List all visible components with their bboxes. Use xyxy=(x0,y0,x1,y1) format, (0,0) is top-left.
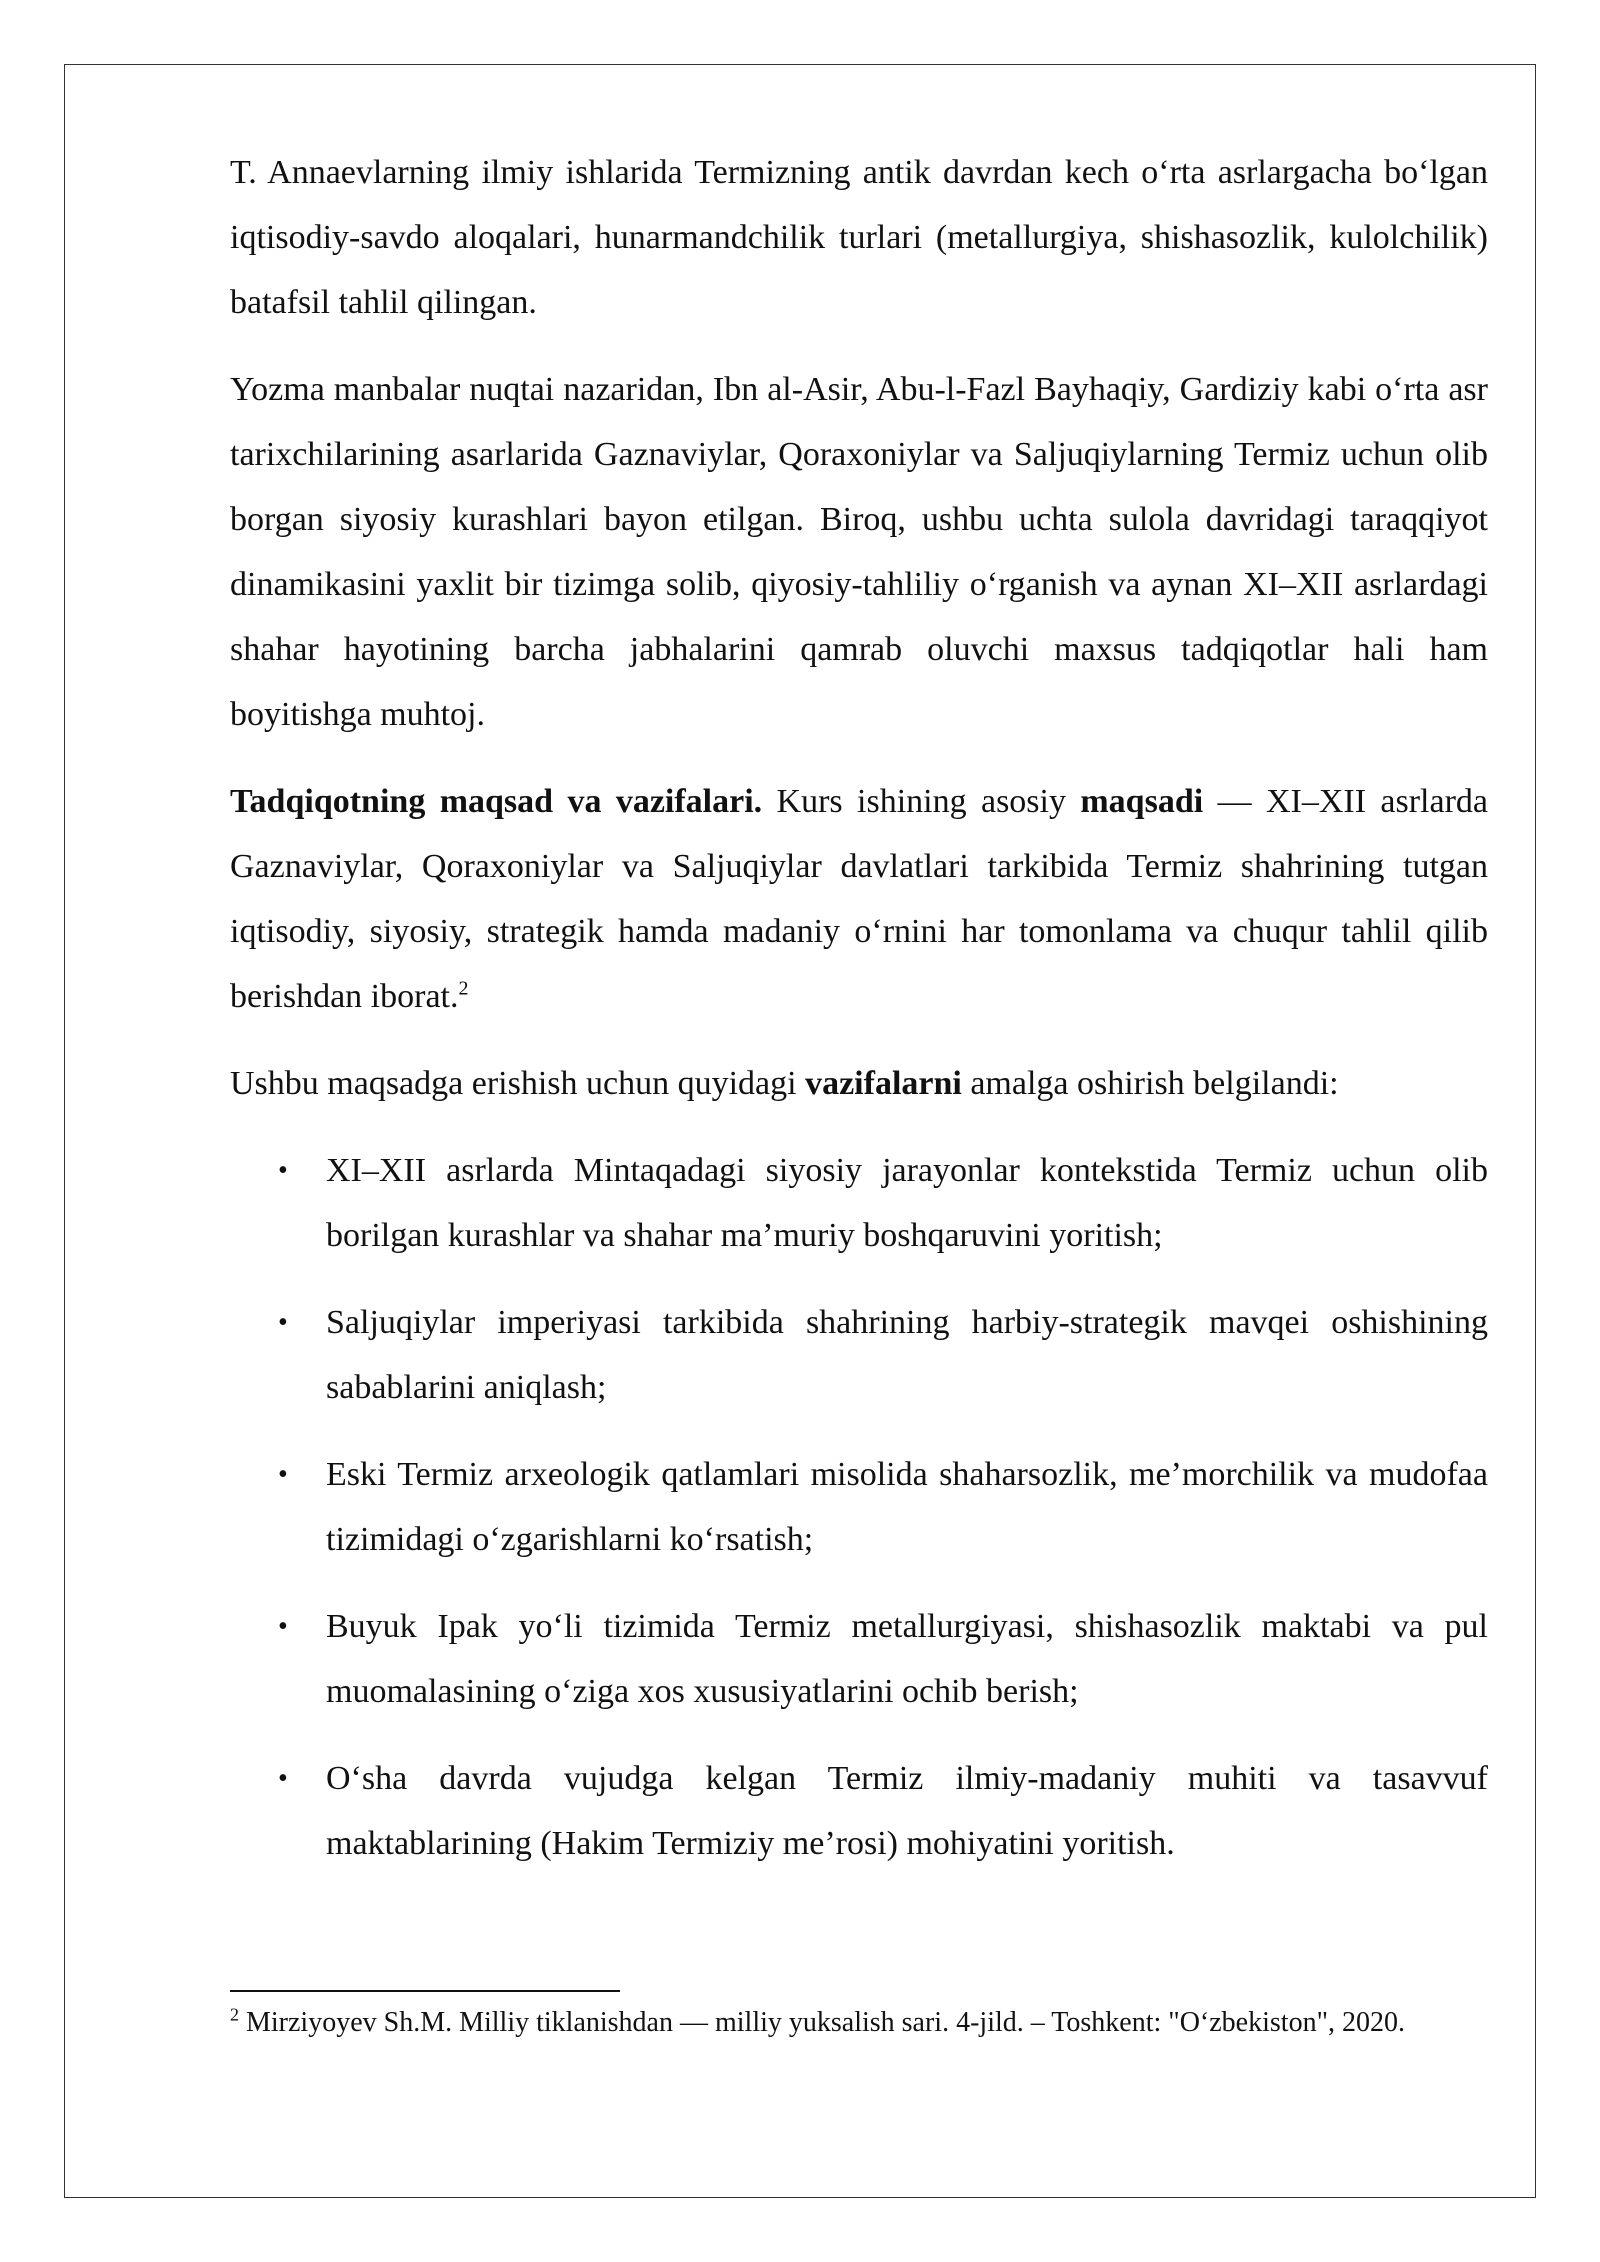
list-item xyxy=(230,1138,1488,1268)
paragraph-tasks-intro xyxy=(230,1051,1488,1116)
footnote xyxy=(230,2003,1488,2043)
goals-heading: Tadqiqotning maqsad va vazifalari. xyxy=(230,783,763,820)
bullet-icon: • xyxy=(278,1459,288,1490)
goals-text-a: Kurs ishining asosiy xyxy=(762,783,1081,820)
paragraph-annaev-text: T. Annaevlarning ilmiy ishlarida Termizning antik davrdan kech o‘rta asrlargacha bo‘lgan iqtisodiy-savdo aloqalari, hunarmandchilik turlari (metallurgiya, shishasozlik, kulolchilik) batafsil tahlil qilingan. xyxy=(230,154,1488,321)
footnote-reference[interactable]: 2 xyxy=(458,977,469,1000)
tasks-intro-text-b: amalga oshirish belgilandi: xyxy=(961,1065,1339,1102)
list-item-text: O‘sha davrda vujudga kelgan Termiz ilmiy-madaniy muhiti va tasavvuf maktablarining (Hakim Termiziy me’rosi) mohiyatini yoritish. xyxy=(326,1760,1488,1862)
paragraph-written-sources xyxy=(230,357,1488,747)
tasks-intro-bold-word: vazifalarni xyxy=(805,1065,962,1102)
goals-bold-word: maqsadi xyxy=(1080,783,1204,820)
list-item-text: Saljuqiylar imperiyasi tarkibida shahrining harbiy-strategik mavqei oshishining sabablarini aniqlash; xyxy=(326,1304,1488,1406)
tasks-intro-text-a: Ushbu maqsadga erishish uchun quyidagi xyxy=(230,1065,806,1102)
footnote-text: Mirziyoyev Sh.M. Milliy tiklanishdan — milliy yuksalish sari. 4-jild. – Toshkent: "O‘zbekiston", 2020. xyxy=(239,2007,1405,2038)
document-body xyxy=(230,140,1488,1898)
paragraph-goals xyxy=(230,769,1488,1029)
list-item xyxy=(230,1594,1488,1724)
list-item-text: Eski Termiz arxeologik qatlamlari misolida shaharsozlik, me’morchilik va mudofaa tizimidagi o‘zgarishlarni ko‘rsatish; xyxy=(326,1456,1488,1558)
bullet-icon: • xyxy=(278,1307,288,1338)
paragraph-written-sources-text: Yozma manbalar nuqtai nazaridan, Ibn al-Asir, Abu-l-Fazl Bayhaqiy, Gardiziy kabi o‘rta asr tarixchilarining asarlarida Gaznaviylar, Qoraxoniylar va Saljuqiylarning Termiz uchun olib borgan siyosiy kurashlari bayon etilgan. Biroq, ushbu uchta sulola davridagi taraqqiyot dinamikasini yaxlit bir tizimga solib, qiyosiy-tahliliy o‘rganish va aynan XI–XII asrlardagi shahar hayotining barcha jabhalarini qamrab oluvchi maxsus tadqiqotlar hali ham boyitishga muhtoj. xyxy=(230,371,1488,733)
paragraph-annaev xyxy=(230,140,1488,335)
footnote-number: 2 xyxy=(230,2004,239,2025)
footnote-separator xyxy=(230,1990,620,1992)
list-item-text: Buyuk Ipak yo‘li tizimida Termiz metallurgiyasi, shishasozlik maktabi va pul muomalasining o‘ziga xos xususiyatlarini ochib berish; xyxy=(326,1608,1488,1710)
list-item-text: XI–XII asrlarda Mintaqadagi siyosiy jarayonlar kontekstida Termiz uchun olib borilgan kurashlar va shahar ma’muriy boshqaruvini yoritish; xyxy=(326,1152,1488,1254)
goals-text-b: — XI–XII asrlarda Gaznaviylar, Qoraxoniylar va Saljuqiylar davlatlari tarkibida Termiz shahrining tutgan iqtisodiy, siyosiy, strategik hamda madaniy o‘rnini har tomonlama va chuqur tahlil qilib berishdan iborat. xyxy=(230,783,1488,1015)
bullet-icon: • xyxy=(278,1763,288,1794)
bullet-icon: • xyxy=(278,1611,288,1642)
bullet-icon: • xyxy=(278,1155,288,1186)
list-item xyxy=(230,1746,1488,1876)
tasks-list xyxy=(230,1138,1488,1876)
list-item xyxy=(230,1442,1488,1572)
list-item xyxy=(230,1290,1488,1420)
